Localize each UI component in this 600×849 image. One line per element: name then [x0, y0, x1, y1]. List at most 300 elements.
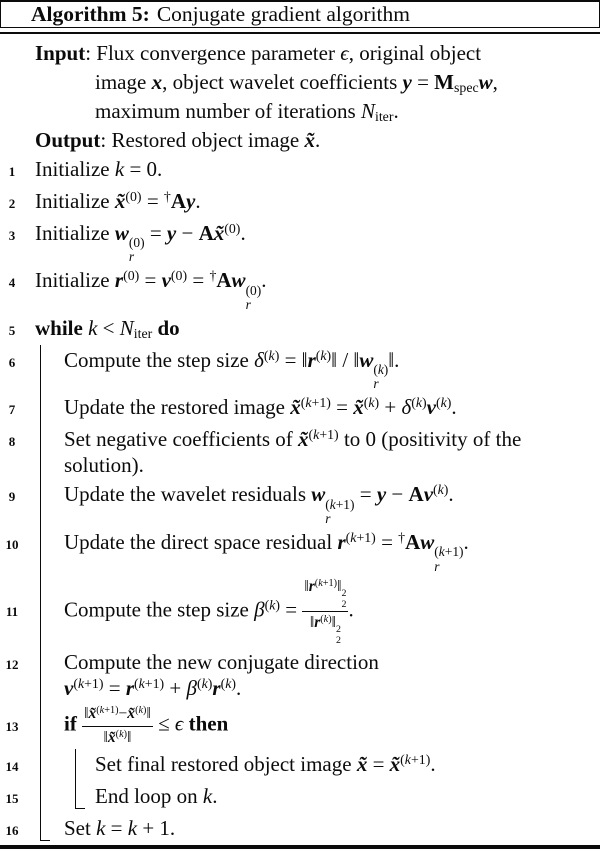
math-text: ( [314, 577, 319, 589]
block-scope-line [75, 749, 76, 781]
math-text: Set [64, 815, 97, 840]
math-text: x̃ [213, 220, 225, 245]
math-text: 2 [336, 624, 341, 636]
math-text: End loop on [95, 783, 203, 808]
math-text: k [99, 705, 105, 717]
line-number: 10 [5, 537, 19, 553]
math-text: δ [254, 347, 264, 372]
math-text [116, 728, 127, 739]
math-text: +1) [144, 676, 165, 692]
math-text: k [440, 395, 447, 411]
fraction-denominator [302, 612, 348, 646]
math-text: + 1. [137, 815, 176, 840]
math-text: x̃ [353, 395, 364, 420]
math-text: : Restored object image [100, 127, 305, 152]
math-text: x [151, 69, 163, 94]
math-text: = [411, 69, 435, 94]
algorithm-line [0, 813, 600, 845]
math-text: r [212, 676, 221, 701]
math-text: : Flux convergence parameter [85, 40, 341, 65]
math-text: . [463, 530, 469, 555]
math-text: ( [264, 597, 270, 613]
math-text: k [268, 347, 275, 363]
math-text: ( [263, 347, 269, 363]
subscript [336, 636, 341, 646]
math-text: r [128, 249, 135, 265]
math-text: x̃ [298, 427, 309, 452]
math-text [411, 396, 426, 411]
math-text: x̃ [389, 751, 401, 776]
line-content [24, 220, 600, 265]
math-text: M [434, 69, 454, 94]
math-text: ( [220, 676, 226, 692]
math-text: x̃ [290, 395, 301, 420]
math-text: x̃ [88, 705, 97, 723]
math-text: ( [300, 395, 306, 411]
algorithm-line [0, 781, 600, 813]
block-scope-line [40, 345, 41, 393]
math-text: . [235, 676, 242, 701]
line-content [24, 529, 600, 574]
math-text: = [103, 676, 126, 701]
math-text: = [144, 220, 167, 245]
math-text: ‖. [388, 347, 400, 372]
math-text: k [438, 544, 445, 560]
math-text: † [163, 188, 171, 204]
math-text: x̃ [356, 751, 368, 776]
superscript [246, 284, 262, 298]
algorithm-line [0, 575, 600, 648]
math-text: k [225, 676, 232, 692]
algorithm-line [0, 648, 600, 703]
line-number: 1 [8, 163, 16, 179]
algorithm-line [0, 67, 600, 96]
math-text [197, 676, 212, 691]
math-text: † [209, 268, 217, 284]
math-text: +1) [356, 530, 376, 546]
math-text: A [170, 188, 187, 213]
bottom-rule [0, 845, 600, 849]
math-text: ( [96, 705, 100, 717]
math-text: k [318, 577, 323, 589]
math-text [315, 578, 337, 589]
math-text: (0) [125, 188, 142, 204]
math-text: Initialize [35, 188, 115, 213]
math-text: ) [326, 347, 332, 363]
math-text: ϵ [174, 711, 184, 736]
line-number: 16 [5, 822, 19, 838]
math-text: 2 [336, 634, 341, 646]
math-text: spec [454, 79, 479, 95]
math-text: ( [363, 395, 369, 411]
math-text: ( [320, 613, 324, 625]
line-content [24, 188, 600, 214]
math-text: . [212, 783, 218, 808]
math-text [320, 614, 331, 625]
math-text: (0) [245, 282, 262, 298]
line-number: 11 [5, 604, 19, 620]
math-text: Update the direct space residual [64, 530, 338, 555]
sup-sub-stack [336, 625, 341, 646]
math-text: + [164, 676, 187, 701]
math-text: r [434, 558, 440, 574]
line-content [24, 704, 600, 747]
math-text: image [95, 69, 152, 94]
math-text: v [426, 395, 436, 420]
subscript [434, 560, 439, 574]
math-text: then [188, 711, 229, 736]
math-text: ‖ [146, 705, 151, 723]
fraction [82, 704, 153, 747]
math-text: Compute the new conjugate direction [64, 650, 379, 675]
math-text: ϵ [340, 40, 349, 65]
algorithm-line [0, 154, 600, 186]
math-text: ) [422, 395, 427, 411]
math-text: +1) [322, 577, 338, 589]
block-scope-line [40, 749, 41, 781]
block-scope-line [40, 425, 41, 480]
math-text: k [119, 728, 124, 740]
math-text: k [350, 530, 357, 546]
line-number: 3 [8, 227, 16, 243]
math-text: ) [231, 676, 236, 692]
subscript [373, 377, 378, 391]
line-number: 4 [8, 275, 16, 291]
math-text: ( [196, 676, 202, 692]
line-content [24, 69, 600, 95]
math-text: − [176, 220, 199, 245]
superscript [434, 545, 463, 559]
math-text: ‖ [103, 728, 108, 746]
algorithm-line [0, 393, 600, 425]
math-text: k [313, 427, 320, 443]
math-text: 2 [341, 598, 347, 610]
math-text: ( [436, 395, 441, 411]
math-text: k [127, 815, 138, 840]
math-text: ( [373, 362, 378, 378]
math-text: w [311, 482, 326, 507]
math-text: ( [400, 751, 405, 767]
math-text: Update the wavelet residuals [64, 482, 312, 507]
math-text: A [198, 220, 214, 245]
math-text: v [423, 482, 434, 507]
math-text: k [88, 315, 98, 340]
math-text: ( [325, 496, 330, 512]
subscript [246, 298, 251, 312]
math-text: = [139, 268, 162, 293]
fraction-denominator [82, 727, 153, 748]
math-text: Update the restored image [64, 395, 291, 420]
algorithm-line [0, 186, 600, 218]
superscript [129, 236, 145, 250]
math-text: w [478, 69, 493, 94]
math-text: ( [73, 676, 78, 692]
math-text: +1) [444, 544, 464, 560]
math-text: v [64, 676, 74, 701]
line-content [24, 40, 600, 66]
sup-sub-stack [373, 363, 388, 391]
line-content [24, 347, 600, 392]
math-text [400, 752, 430, 767]
math-text: . [430, 751, 436, 776]
block-scope-line [40, 480, 41, 528]
sup-sub-stack [341, 589, 346, 610]
math-text: . [451, 395, 457, 420]
math-text: . [240, 220, 246, 245]
math-text: +1) [410, 751, 431, 767]
algorithm-line [0, 125, 600, 154]
math-text: r [307, 347, 316, 372]
algorithm-line [0, 480, 600, 528]
math-text: +1) [84, 676, 104, 692]
block-scope-line [40, 813, 50, 841]
math-text: < [97, 315, 120, 340]
math-text: ( [315, 347, 321, 363]
math-text: r [337, 530, 346, 555]
math-text: ( [434, 544, 439, 560]
math-text: k [404, 751, 411, 767]
math-text: k [377, 362, 384, 378]
math-text: w [420, 530, 435, 555]
line-number: 15 [5, 790, 19, 806]
math-text [264, 348, 279, 363]
algorithm-label: Algorithm 5: [31, 2, 150, 26]
math-text: = [105, 815, 128, 840]
math-text: , [492, 69, 498, 94]
math-text: ) [374, 395, 380, 411]
subscript [129, 250, 134, 264]
math-text: β [186, 676, 197, 701]
math-text: k [269, 597, 276, 613]
math-text: ) [274, 347, 280, 363]
math-text: ‖ [301, 347, 308, 372]
math-text: Compute the step size [64, 347, 255, 372]
math-text: ‖ [353, 347, 360, 372]
math-text: = [354, 482, 377, 507]
math-text: = [375, 530, 399, 555]
math-text: ( [308, 427, 314, 443]
math-text: δ [401, 395, 412, 420]
line-number: 8 [8, 434, 16, 450]
math-text: . [448, 482, 454, 507]
math-text: ‖ [304, 577, 309, 595]
line-content [24, 783, 600, 809]
algorithm-title-bar [0, 0, 600, 28]
line-content [24, 394, 600, 420]
math-text: Initialize [35, 268, 115, 293]
block-scope-line [75, 781, 85, 809]
superscript [373, 363, 388, 377]
math-text: + [379, 395, 402, 420]
math-text [134, 676, 164, 691]
sup-sub-stack [246, 284, 262, 312]
line-content [24, 649, 600, 701]
math-text: , object wavelet coefficients [162, 69, 403, 94]
math-text: k [77, 676, 85, 692]
algorithm-line [0, 345, 600, 393]
math-text: Compute the step size [64, 597, 255, 622]
math-text: k [138, 705, 144, 717]
math-text: Set final restored object image [95, 751, 357, 776]
math-text: r [245, 296, 251, 312]
math-text: y [166, 220, 177, 245]
math-text: β [254, 597, 265, 622]
math-text [96, 705, 118, 716]
block-scope-line [40, 393, 41, 425]
math-text: x̃ [114, 188, 126, 213]
algorithm-caption: Conjugate gradient algorithm [156, 2, 410, 26]
math-text: k [415, 395, 423, 411]
math-text: ) [443, 482, 449, 498]
algorithm-line [0, 703, 600, 749]
fraction [302, 577, 348, 647]
math-text: k [320, 347, 327, 363]
math-text: = [367, 751, 390, 776]
math-text: N [119, 315, 134, 340]
math-text: k [138, 676, 145, 692]
line-number: 13 [5, 718, 19, 734]
line-number: 7 [8, 402, 16, 418]
math-text: x̃ [127, 705, 136, 723]
math-text: ) [383, 362, 389, 378]
math-text: ) [328, 613, 332, 625]
math-text: = [141, 188, 164, 213]
algorithm-line [0, 266, 600, 314]
math-text: − [118, 705, 128, 723]
block-scope-line [40, 575, 41, 648]
math-text: maximum number of iterations [95, 98, 361, 123]
math-text: Input [35, 40, 86, 65]
math-text [73, 676, 103, 691]
math-text: k [368, 395, 375, 411]
block-scope-line [40, 703, 41, 749]
math-text: ( [135, 705, 139, 717]
math-text: to 0 (positivity of the [338, 427, 522, 452]
algorithm-body [0, 34, 600, 845]
line-content [24, 315, 600, 341]
math-text: ‖ [331, 613, 337, 631]
math-text: (0) [224, 220, 241, 236]
algorithm-line [0, 218, 600, 266]
math-text: v [161, 268, 171, 293]
line-content [24, 267, 600, 312]
math-text: ) [207, 676, 213, 692]
math-text: N [360, 98, 375, 123]
sup-sub-stack [434, 545, 463, 573]
math-text: w [231, 268, 246, 293]
math-text: ) [275, 597, 281, 613]
math-text: ‖ [337, 577, 342, 595]
math-text: = [280, 597, 303, 622]
math-text: r [114, 268, 124, 293]
math-text: r [373, 376, 379, 392]
math-text: A [405, 530, 421, 555]
math-text: ) [446, 395, 452, 411]
math-text: ‖ [84, 705, 89, 723]
math-text: ) [143, 705, 147, 717]
math-text: iter [133, 325, 153, 341]
math-text: +1) [311, 395, 331, 411]
line-content [24, 98, 600, 124]
math-text: y [376, 482, 387, 507]
math-text: (0) [123, 268, 140, 284]
math-text: iter [374, 108, 394, 124]
math-text: w [114, 220, 129, 245]
algorithm-line [0, 749, 600, 781]
subscript [341, 600, 346, 610]
math-text: r [314, 613, 321, 631]
math-text: k [437, 482, 444, 498]
math-text: . [261, 268, 267, 293]
math-text: ( [345, 530, 351, 546]
algorithm-line [0, 38, 600, 67]
math-text: A [408, 482, 424, 507]
math-text: r [125, 676, 135, 701]
math-text: y [402, 69, 412, 94]
math-text: solution). [64, 453, 144, 478]
math-text [364, 396, 379, 411]
block-scope-line [40, 648, 41, 703]
math-text [436, 396, 451, 411]
subscript [325, 512, 330, 526]
line-content [24, 156, 600, 182]
math-text: k [329, 496, 336, 512]
math-text: Initialize [35, 156, 115, 181]
math-text: k [305, 395, 312, 411]
math-text: k [202, 783, 213, 808]
line-content [24, 426, 600, 478]
math-text: ‖ [309, 613, 315, 631]
math-text: = [330, 395, 354, 420]
math-text [433, 483, 448, 498]
math-text: +1) [335, 496, 355, 512]
math-text: − [386, 482, 409, 507]
math-text [316, 348, 331, 363]
math-text: w [359, 347, 374, 372]
line-number: 14 [5, 758, 19, 774]
math-text: . [314, 127, 321, 152]
fraction-numerator [82, 704, 153, 726]
block-scope-line [40, 781, 41, 813]
algorithm-line [0, 528, 600, 576]
algorithm-line [0, 96, 600, 125]
sup-sub-stack [129, 236, 145, 264]
fraction-numerator [302, 577, 348, 612]
math-text: ( [115, 728, 120, 740]
math-text: k [96, 815, 106, 840]
math-text: if [64, 711, 83, 736]
math-text: +1) [104, 705, 119, 717]
math-text: r [308, 577, 315, 595]
math-text [346, 530, 376, 545]
math-text: , original object [348, 40, 482, 65]
line-number: 5 [8, 322, 16, 338]
math-text: ‖ [127, 728, 132, 746]
math-text: (0) [128, 234, 145, 250]
math-text: = [279, 347, 302, 372]
math-text: k [201, 676, 208, 692]
math-text: ( [134, 676, 139, 692]
math-text: . [195, 188, 201, 213]
math-text [221, 676, 236, 691]
sup-sub-stack [325, 498, 354, 526]
math-text: (0) [170, 268, 188, 284]
line-number: 2 [8, 195, 16, 211]
line-content [24, 815, 600, 841]
math-text: ( [411, 395, 416, 411]
line-number: 6 [8, 354, 16, 370]
math-text [301, 396, 331, 411]
